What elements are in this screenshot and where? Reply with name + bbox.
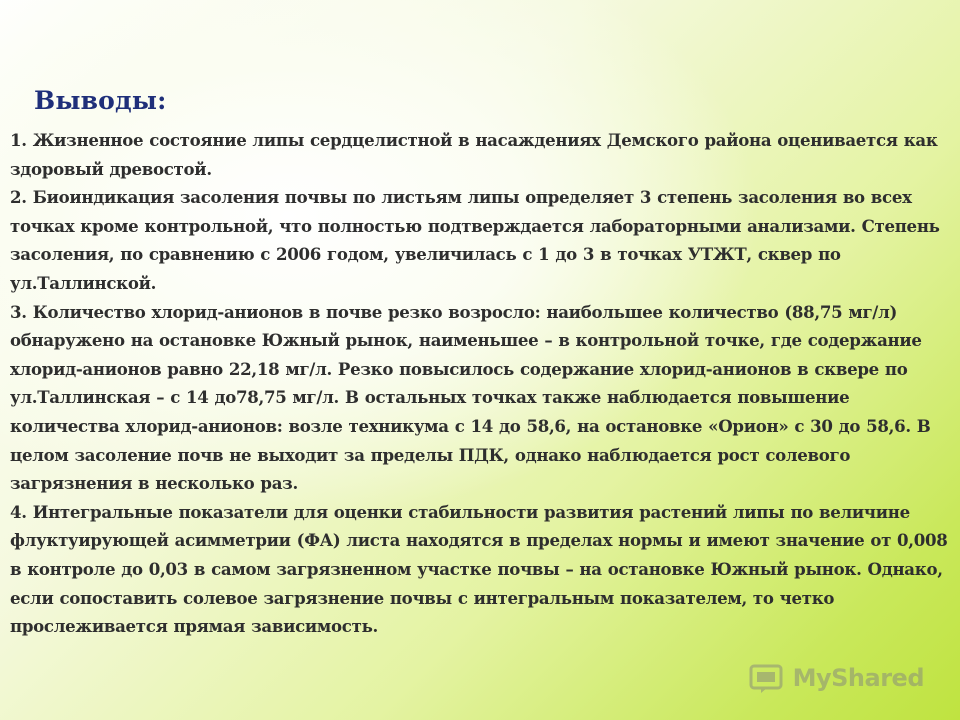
slide-title: Выводы:	[34, 86, 167, 115]
conclusion-item-2: 2. Биоиндикация засоления почвы по листьям липы определяет 3 степень засоления во всех точках кроме контрольной, что полностью подтверждается лабораторными анализами. Степень засоления, по сравнению с 2006 годом, увеличилась с 1 до 3 в точках УТЖТ, сквер по ул.Таллинской.	[10, 187, 940, 293]
conclusion-item-4: 4. Интегральные показатели для оценки стабильности развития растений липы по величине флуктуирующей асимметрии (ФА) листа находятся в пределах нормы и имеют значение от 0,008 в контроле до 0,03 в самом загрязненном участке почвы – на остановке Южный рынок. Однако, если сопоставить солевое загрязнение почвы с интегральным показателем, то четко прослеживается прямая зависимость.	[10, 501, 948, 637]
myshared-watermark	[749, 662, 924, 694]
conclusion-item-1: 1. Жизненное состояние липы сердцелистной в насаждениях Демского района оценивается как здоровый древостой.	[10, 130, 938, 179]
watermark-text: MyShared	[792, 664, 924, 692]
myshared-logo-icon	[749, 662, 785, 694]
conclusions-list	[10, 126, 952, 641]
conclusion-item-3: 3. Количество хлорид-анионов в почве резко возросло: наибольшее количество (88,75 мг/л) обнаружено на остановке Южный рынок, наименьшее – в контрольной точке, где содержание хлорид-анионов равно 22,18 мг/л. Резко повысилось содержание хлорид-анионов в сквере по ул.Таллинская – с 14 до78,75 мг/л. В остальных точках также наблюдается повышение количества хлорид-анионов: возле техникума с 14 до 58,6, на остановке «Орион» с 30 до 58,6. В целом засоление почв не выходит за пределы ПДК, однако наблюдается рост солевого загрязнения в несколько раз.	[10, 301, 931, 494]
